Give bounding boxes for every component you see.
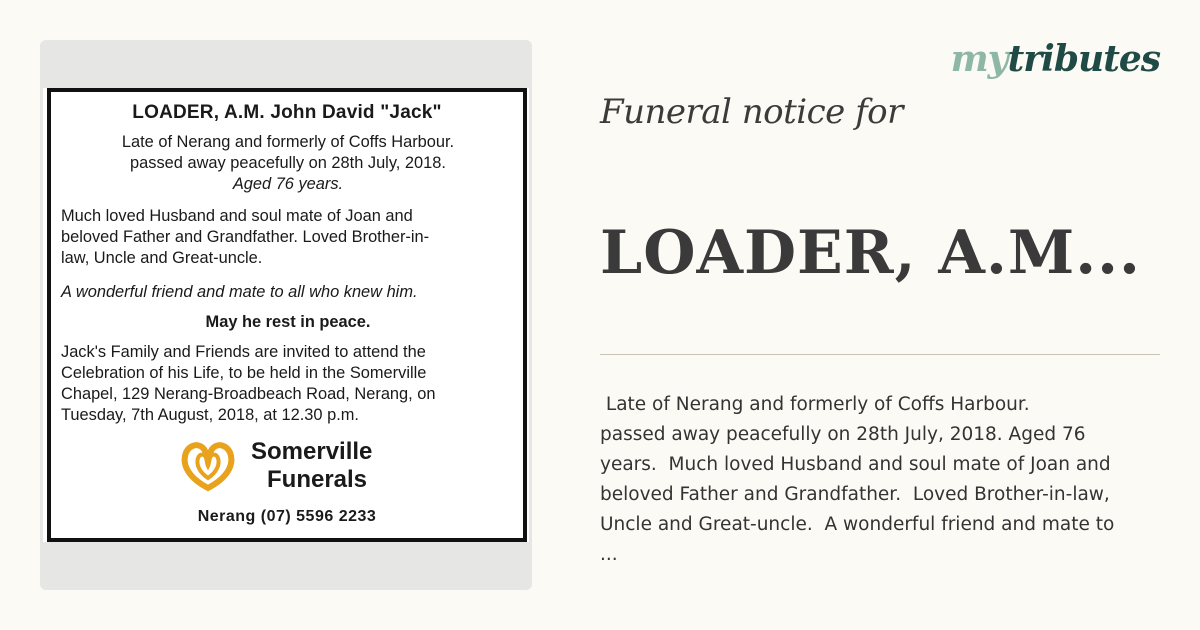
notice-line: passed away peacefully on 28th July, 2018. [130,154,446,172]
divider [600,354,1160,355]
funeral-home-name [251,438,372,494]
notice-border-box [47,88,527,542]
notice-line: law, Uncle and Great-uncle. [61,249,263,267]
notice-image [40,40,532,590]
notice-line: Late of Nerang and formerly of Coffs Harbour. [121,133,455,151]
notice-line: Celebration of his Life, to be held in the Somerville [61,364,427,382]
somerville-heart-icon [179,438,237,494]
notice-line: Much loved Husband and soul mate of Joan and [61,207,413,225]
excerpt-line: Late of Nerang and formerly of Coffs Harbour. [600,394,1030,415]
notice-line: Tuesday, 7th August, 2018, at 12.30 p.m. [61,406,359,424]
notice-invitation [61,342,515,426]
notice-title: LOADER, A.M. John David "Jack" [132,102,442,123]
funeral-home-line2: Funerals [267,466,368,493]
brand-part-tributes: tributes [1007,38,1160,80]
mytributes-logo[interactable] [951,38,1160,80]
notice-family [61,206,515,269]
excerpt-line: years. Much loved Husband and soul mate of Joan and [600,454,1111,475]
notice-aged: Aged 76 years. [232,175,344,193]
notice-line: beloved Father and Grandfather. Loved Brother-in- [61,228,430,246]
notice-paper [43,88,529,542]
excerpt-line: ... [600,544,618,565]
funeral-home-logo [179,436,409,496]
excerpt-line: beloved Father and Grandfather. Loved Brother-in-law, [600,484,1110,505]
notice-phone: Nerang (07) 5596 2233 [197,508,377,525]
notice-excerpt [600,390,1170,570]
excerpt-line: Uncle and Great-uncle. A wonderful friend and mate to [600,514,1115,535]
deceased-name: LOADER, A.M... [600,218,1141,288]
notice-line: Chapel, 129 Nerang-Broadbeach Road, Nerang, on [61,385,436,403]
excerpt-line: passed away peacefully on 28th July, 2018. Aged 76 [600,424,1086,445]
page-kicker: Funeral notice for [600,92,903,132]
brand-part-my: my [950,38,1008,80]
notice-late-of [61,132,515,195]
notice-line: Jack's Family and Friends are invited to attend the [61,343,426,361]
notice-friend: A wonderful friend and mate to all who knew him. [61,283,418,301]
notice-rest: May he rest in peace. [205,313,371,331]
funeral-home-line1: Somerville [251,438,373,465]
